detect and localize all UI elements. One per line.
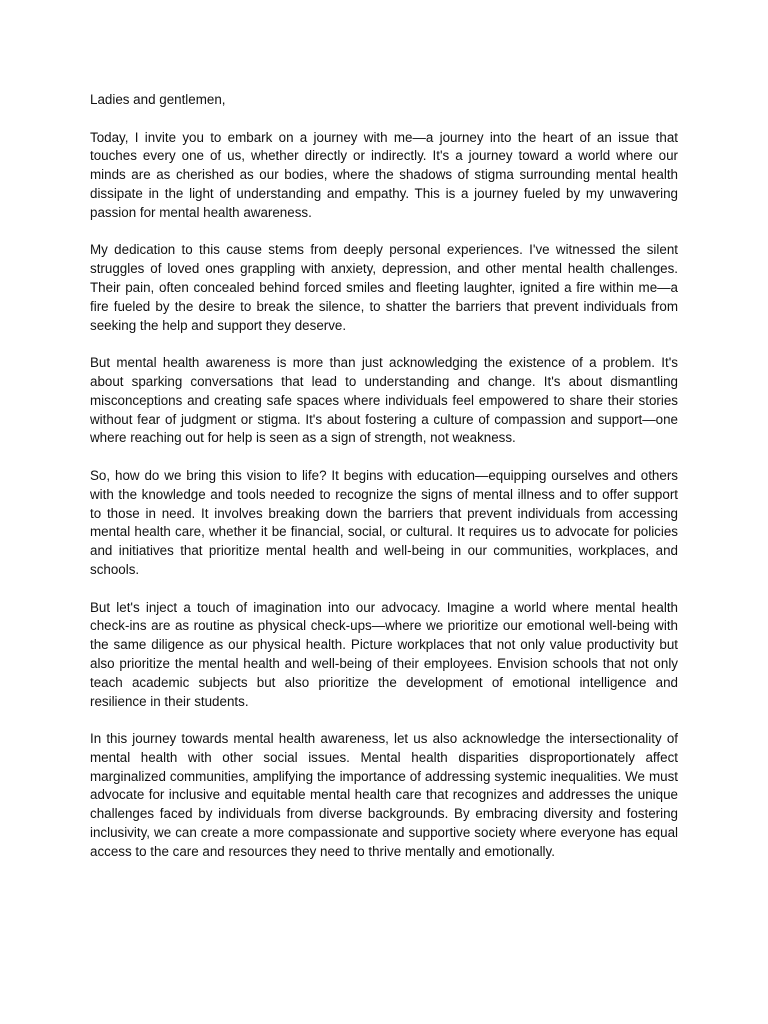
document-body <box>90 91 678 862</box>
paragraph-6: In this journey towards mental health awareness, let us also acknowledge the intersectionality of mental health with other social issues. Mental health disparities disproportionately affect marginalized communities, amplifying the importance of addressing systemic inequalities. We must advocate for inclusive and equitable mental health care that recognizes and addresses the unique challenges faced by individuals from diverse backgrounds. By embracing diversity and fostering inclusivity, we can create a more compassionate and supportive society where everyone has equal access to the care and resources they need to thrive mentally and emotionally. <box>90 731 678 859</box>
salutation: Ladies and gentlemen, <box>90 92 226 107</box>
paragraph-3: But mental health awareness is more than just acknowledging the existence of a problem. It's about sparking conversations that lead to understanding and change. It's about dismantling misconceptions and creating safe spaces where individuals feel empowered to share their stories without fear of judgment or stigma. It's about fostering a culture of compassion and support—one where reaching out for help is seen as a sign of strength, not weakness. <box>90 355 678 446</box>
paragraph-4: So, how do we bring this vision to life? It begins with education—equipping ourselves and others with the knowledge and tools needed to recognize the signs of mental illness and to offer support to those in need. It involves breaking down the barriers that prevent individuals from accessing mental health care, whether it be financial, social, or cultural. It requires us to advocate for policies and initiatives that prioritize mental health and well-being in our communities, workplaces, and schools. <box>90 467 678 577</box>
paragraph-2: My dedication to this cause stems from deeply personal experiences. I've witnessed the silent struggles of loved ones grappling with anxiety, depression, and other mental health challenges. Their pain, often concealed behind forced smiles and fleeting laughter, ignited a fire within me—a fire fueled by the desire to break the silence, to shatter the barriers that prevent individuals from seeking the help and support they deserve. <box>90 242 678 333</box>
paragraph-5: But let's inject a touch of imagination into our advocacy. Imagine a world where mental health check-ins are as routine as physical check-ups—where we prioritize our emotional well-being with the same diligence as our physical health. Picture workplaces that not only value productivity but also prioritize the mental health and well-being of their employees. Envision schools that not only teach academic subjects but also prioritize the development of emotional intelligence and resilience in their students. <box>90 599 678 709</box>
paragraph-1: Today, I invite you to embark on a journey with me—a journey into the heart of an issue that touches every one of us, whether directly or indirectly. It's a journey toward a world where our minds are as cherished as our bodies, where the shadows of stigma surrounding mental health dissipate in the light of understanding and empathy. This is a journey fueled by my unwavering passion for mental health awareness. <box>90 129 678 220</box>
